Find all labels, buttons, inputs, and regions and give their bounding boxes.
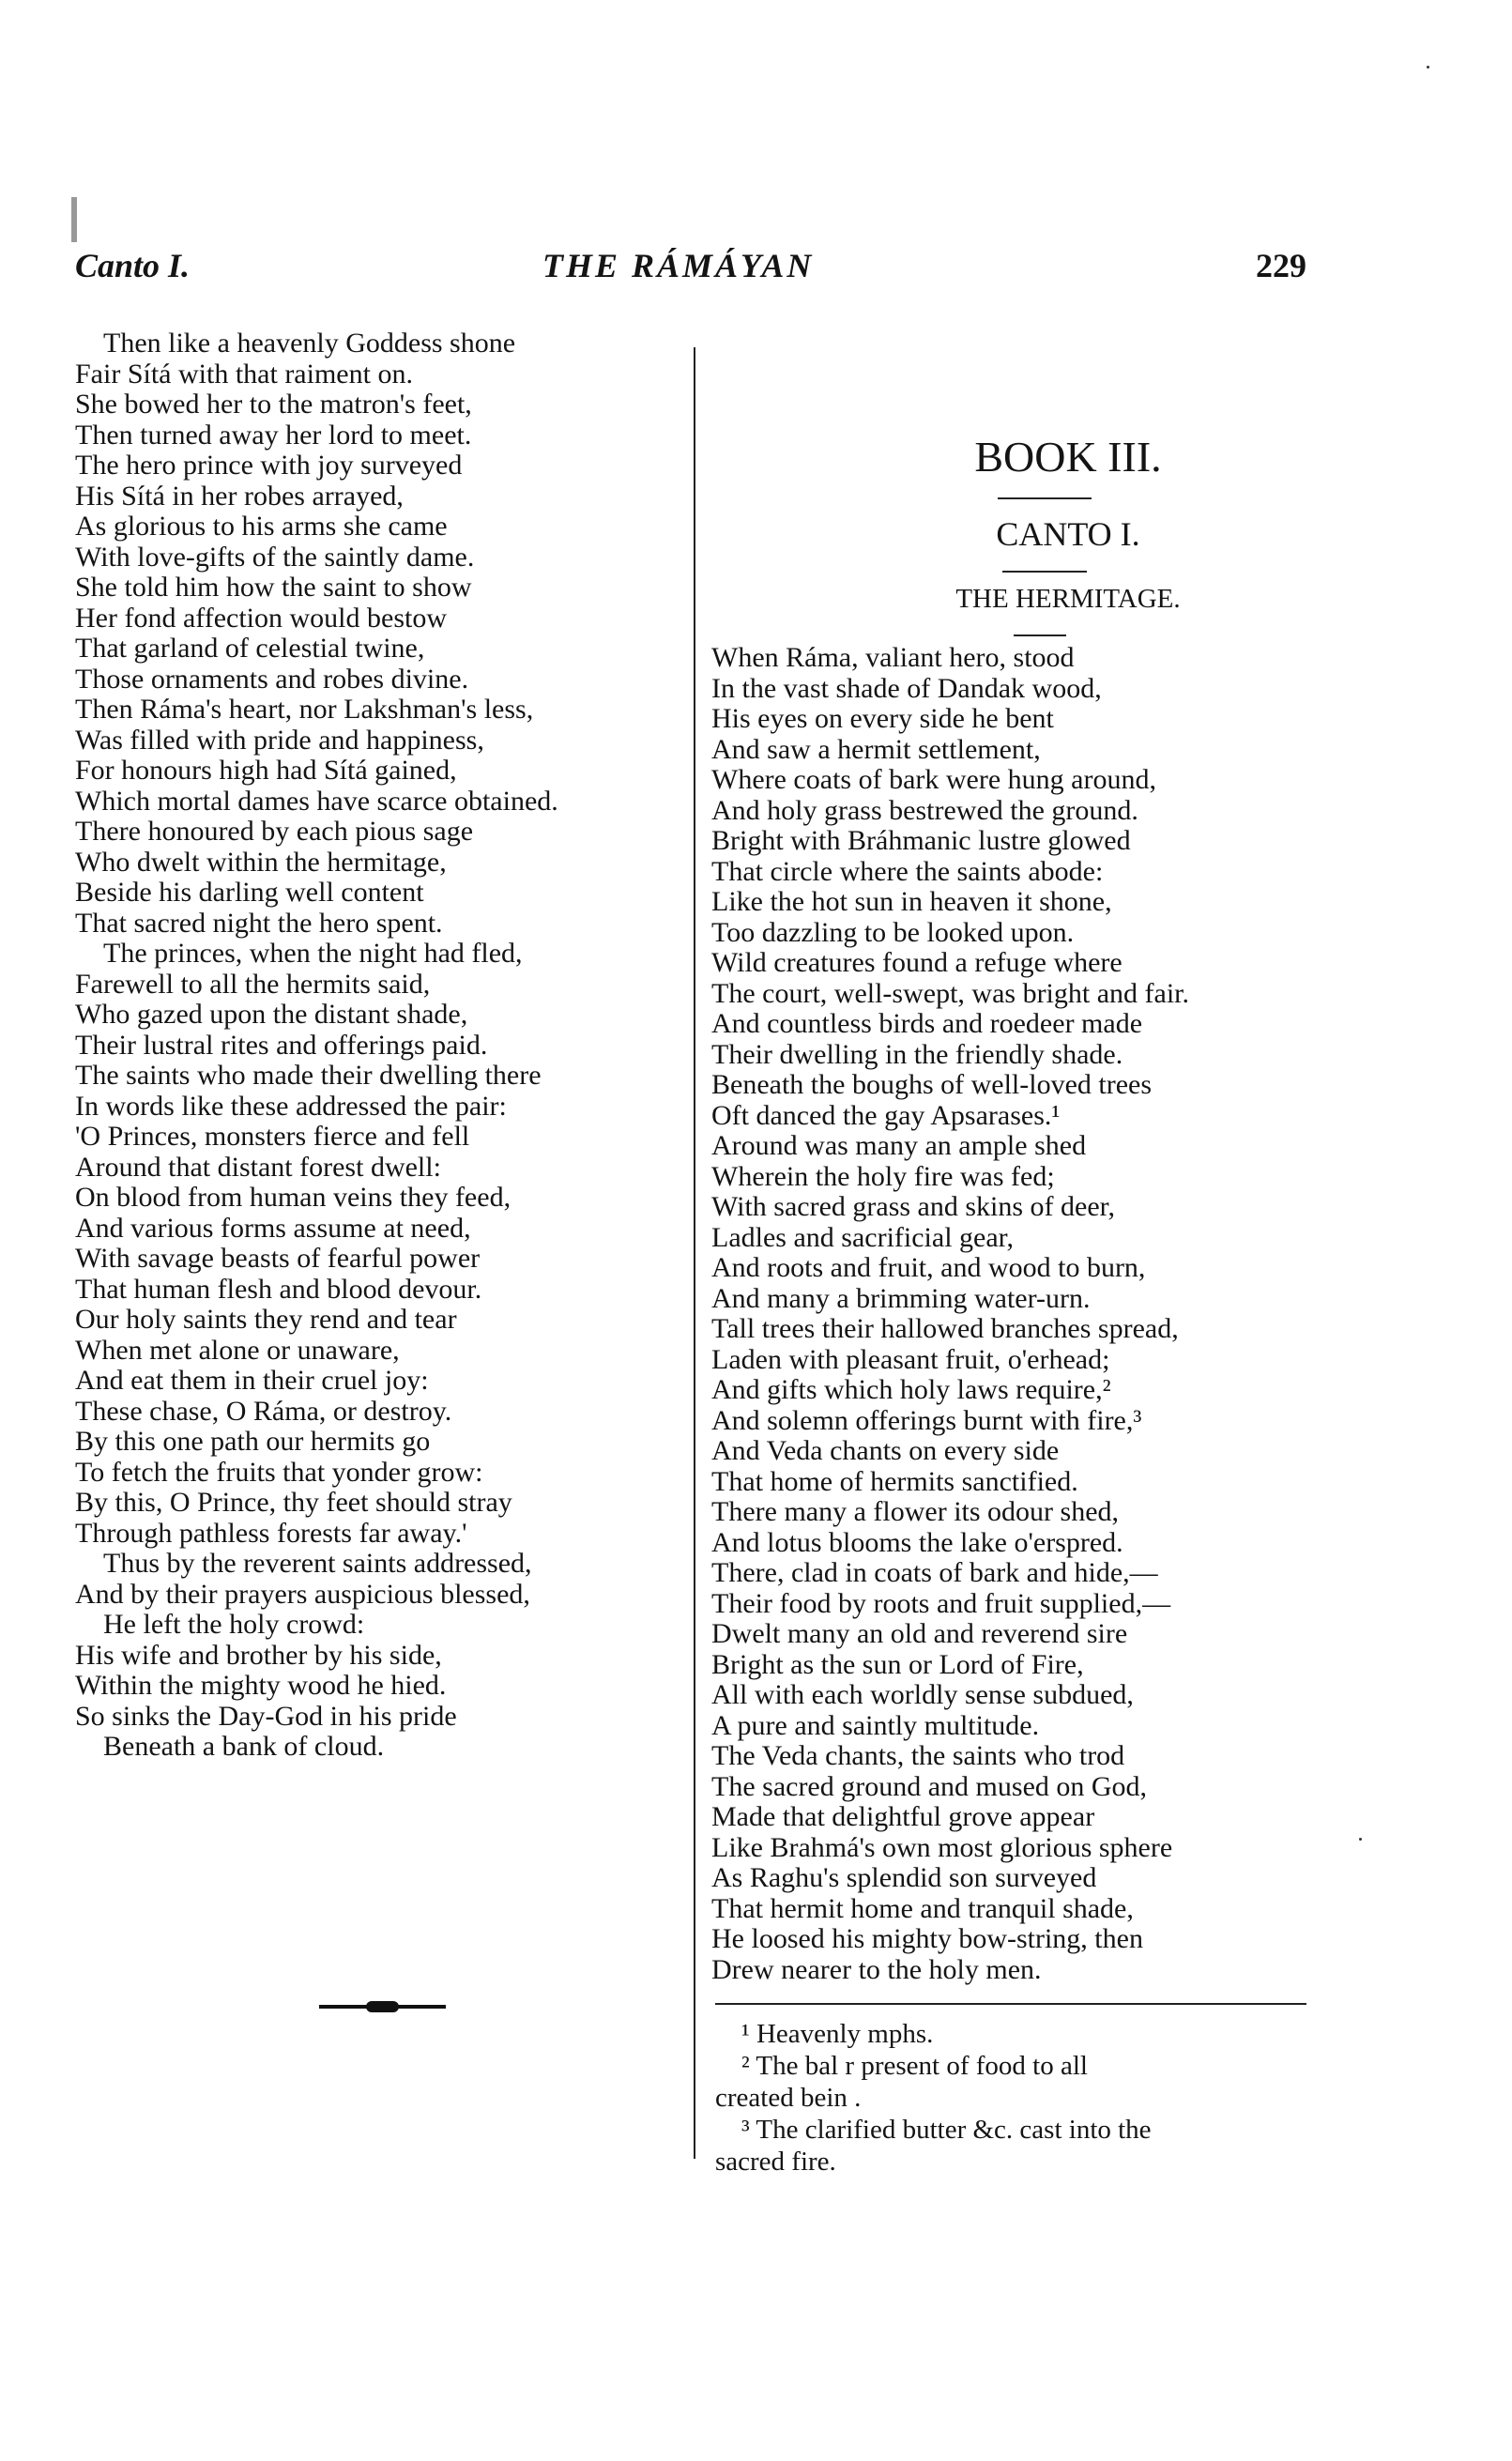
verse-line: As glorious to his arms she came xyxy=(75,511,448,542)
verse-line: Beneath the boughs of well-loved trees xyxy=(711,1069,1153,1100)
verse-line: His wife and brother by his side, xyxy=(75,1639,442,1671)
page-number: 229 xyxy=(1256,247,1306,284)
verse-line: Wild creatures found a refuge where xyxy=(711,947,1123,978)
verse-line: Laden with pleasant fruit, o'erhead; xyxy=(711,1343,1110,1375)
verse-line: 'O Princes, monsters fierce and fell xyxy=(75,1121,470,1152)
verse-line: That circle where the saints abode: xyxy=(711,855,1104,887)
verse-line: Which mortal dames have scarce obtained. xyxy=(75,785,558,817)
verse-line: Too dazzling to be looked upon. xyxy=(711,916,1075,948)
verse-line: There, clad in coats of bark and hide,— xyxy=(711,1557,1158,1588)
verse-line: In the vast shade of Dandak wood, xyxy=(711,672,1102,704)
verse-line: The hero prince with joy surveyed xyxy=(75,450,463,481)
verse-line: Those ornaments and robes divine. xyxy=(75,663,469,695)
verse-line: Thus by the reverent saints addressed, xyxy=(103,1548,532,1579)
verse-line: That human flesh and blood devour. xyxy=(75,1273,482,1305)
verse-line: Beside his darling well content xyxy=(75,877,424,908)
verse-line: In words like these addressed the pair: xyxy=(75,1090,507,1122)
verse-line: For honours high had Sítá gained, xyxy=(75,755,457,786)
canto-title: CANTO I. xyxy=(996,515,1140,553)
heading-rule xyxy=(1014,634,1066,636)
verse-line: Her fond affection would bestow xyxy=(75,602,448,634)
verse-line: And lotus blooms the lake o'erspred. xyxy=(711,1526,1123,1558)
verse-line: Made that delightful grove appear xyxy=(711,1801,1095,1832)
verse-line: All with each worldly sense subdued, xyxy=(711,1679,1134,1710)
running-head-title: THE RÁMÁYAN xyxy=(542,247,815,284)
section-title: THE HERMITAGE. xyxy=(955,584,1181,614)
verse-line: And various forms assume at need, xyxy=(75,1212,471,1244)
verse-line: Our holy saints they rend and tear xyxy=(75,1304,457,1335)
verse-line: And holy grass bestrewed the ground. xyxy=(711,794,1138,826)
verse-line: Then turned away her lord to meet. xyxy=(75,419,472,451)
verse-line: That hermit home and tranquil shade, xyxy=(711,1892,1134,1924)
verse-line: Tall trees their hallowed branches spread, xyxy=(711,1313,1179,1344)
verse-line: Like Brahmá's own most glorious sphere xyxy=(711,1831,1173,1863)
verse-line: On blood from human veins they feed, xyxy=(75,1182,512,1213)
verse-line: Bright with Bráhmanic lustre glowed xyxy=(711,825,1131,856)
verse-line: When Ráma, valiant hero, stood xyxy=(711,642,1075,673)
verse-line: Their lustral rites and offerings paid. xyxy=(75,1029,488,1061)
verse-line: The princes, when the night had fled, xyxy=(103,938,523,969)
end-ornament xyxy=(319,2005,446,2009)
footnote-line: created bein . xyxy=(715,2083,862,2113)
right-column-verse xyxy=(711,643,1331,1985)
verse-line: And eat them in their cruel joy: xyxy=(75,1365,429,1396)
verse-line: Bright as the sun or Lord of Fire, xyxy=(711,1648,1084,1680)
footnote xyxy=(715,2018,1306,2050)
footnote-line: ² The bal r present of food to all xyxy=(741,2051,1088,2081)
verse-line: His Sítá in her robes arrayed, xyxy=(75,480,404,512)
speck xyxy=(1359,1838,1362,1841)
verse-line: These chase, O Ráma, or destroy. xyxy=(75,1395,452,1427)
verse-line: And gifts which holy laws require,² xyxy=(711,1374,1111,1405)
verse-line: There many a flower its odour shed, xyxy=(711,1496,1120,1527)
verse-line: Where coats of bark were hung around, xyxy=(711,764,1156,795)
column-divider xyxy=(694,347,695,2159)
verse-line: And solemn offerings burnt with fire,³ xyxy=(711,1404,1142,1436)
verse-line: He loosed his mighty bow-string, then xyxy=(711,1923,1143,1954)
verse-line: And by their prayers auspicious blessed, xyxy=(75,1578,530,1610)
verse-line: By this one path our hermits go xyxy=(75,1426,431,1457)
verse-line: His eyes on every side he bent xyxy=(711,703,1054,734)
verse-line: Fair Sítá with that raiment on. xyxy=(75,358,413,390)
verse-line: Dwelt many an old and reverend sire xyxy=(711,1618,1128,1649)
left-column-verse xyxy=(75,329,685,1763)
verse-line: With love-gifts of the saintly dame. xyxy=(75,541,475,573)
verse-line: Farewell to all the hermits said, xyxy=(75,968,431,1000)
verse-line: When met alone or unaware, xyxy=(75,1334,400,1366)
verse-line: The sacred ground and mused on God, xyxy=(711,1770,1148,1802)
speck xyxy=(1427,66,1429,69)
verse-line: Then Ráma's heart, nor Lakshman's less, xyxy=(75,694,534,725)
verse-line: So sinks the Day-God in his pride xyxy=(75,1700,457,1732)
verse-line: Was filled with pride and happiness, xyxy=(75,724,484,756)
verse-line: And countless birds and roedeer made xyxy=(711,1008,1143,1039)
verse-line: Then like a heavenly Goddess shone xyxy=(103,328,516,359)
footnote-line: ³ The clarified butter &c. cast into the xyxy=(741,2115,1152,2145)
verse-line: And many a brimming water-urn. xyxy=(711,1282,1091,1314)
verse-line: That garland of celestial twine, xyxy=(75,633,425,664)
verse-line: Their food by roots and fruit supplied,— xyxy=(711,1587,1171,1619)
verse-line: The saints who made their dwelling there xyxy=(75,1060,542,1091)
verse-line: Wherein the holy fire was fed; xyxy=(711,1160,1055,1192)
verse-line: A pure and saintly multitude. xyxy=(711,1709,1040,1741)
verse-line: Drew nearer to the holy men. xyxy=(711,1953,1042,1985)
footnote xyxy=(715,2114,1306,2178)
verse-line: The court, well-swept, was bright and fair. xyxy=(711,977,1190,1009)
verse-line: Oft danced the gay Apsarases.¹ xyxy=(711,1099,1061,1131)
verse-line: Beneath a bank of cloud. xyxy=(103,1731,385,1762)
heading-rule xyxy=(1002,571,1087,573)
footnote-rule xyxy=(715,2003,1306,2005)
verse-line: To fetch the fruits that yonder grow: xyxy=(75,1456,483,1488)
verse-line: Ladles and sacrificial gear, xyxy=(711,1221,1014,1253)
verse-line: That sacred night the hero spent. xyxy=(75,907,443,939)
verse-line: She bowed her to the matron's feet, xyxy=(75,389,472,420)
verse-line: Around that distant forest dwell: xyxy=(75,1151,441,1183)
verse-line: As Raghu's splendid son surveyed xyxy=(711,1862,1097,1893)
verse-line: There honoured by each pious sage xyxy=(75,816,474,847)
footnote xyxy=(715,2050,1306,2114)
verse-line: That home of hermits sanctified. xyxy=(711,1465,1078,1497)
book-title: BOOK III. xyxy=(974,433,1162,481)
heading-rule xyxy=(998,497,1092,499)
verse-line: Who gazed upon the distant shade, xyxy=(75,999,468,1030)
footnote-line: ¹ Heavenly mphs. xyxy=(741,2019,934,2049)
verse-line: And roots and fruit, and wood to burn, xyxy=(711,1252,1146,1283)
verse-line: With sacred grass and skins of deer, xyxy=(711,1191,1115,1222)
verse-line: And saw a hermit settlement, xyxy=(711,733,1041,765)
running-head-canto: Canto I. xyxy=(75,247,191,284)
verse-line: Who dwelt within the hermitage, xyxy=(75,846,447,878)
verse-line: By this, O Prince, thy feet should stray xyxy=(75,1487,512,1518)
footnote-line: sacred fire. xyxy=(715,2147,836,2177)
verse-line: He left the holy crowd: xyxy=(103,1609,365,1640)
verse-line: The Veda chants, the saints who trod xyxy=(711,1740,1125,1771)
footnotes xyxy=(715,2018,1306,2178)
verse-line: Through pathless forests far away.' xyxy=(75,1517,467,1549)
verse-line: With savage beasts of fearful power xyxy=(75,1243,481,1274)
verse-line: Like the hot sun in heaven it shone, xyxy=(711,886,1112,917)
verse-line: Their dwelling in the friendly shade. xyxy=(711,1038,1123,1070)
verse-line: She told him how the saint to show xyxy=(75,572,472,603)
verse-line: Within the mighty wood he hied. xyxy=(75,1670,447,1701)
verse-line: And Veda chants on every side xyxy=(711,1435,1060,1466)
page-margin-mark xyxy=(71,197,77,242)
verse-line: Around was many an ample shed xyxy=(711,1130,1087,1161)
